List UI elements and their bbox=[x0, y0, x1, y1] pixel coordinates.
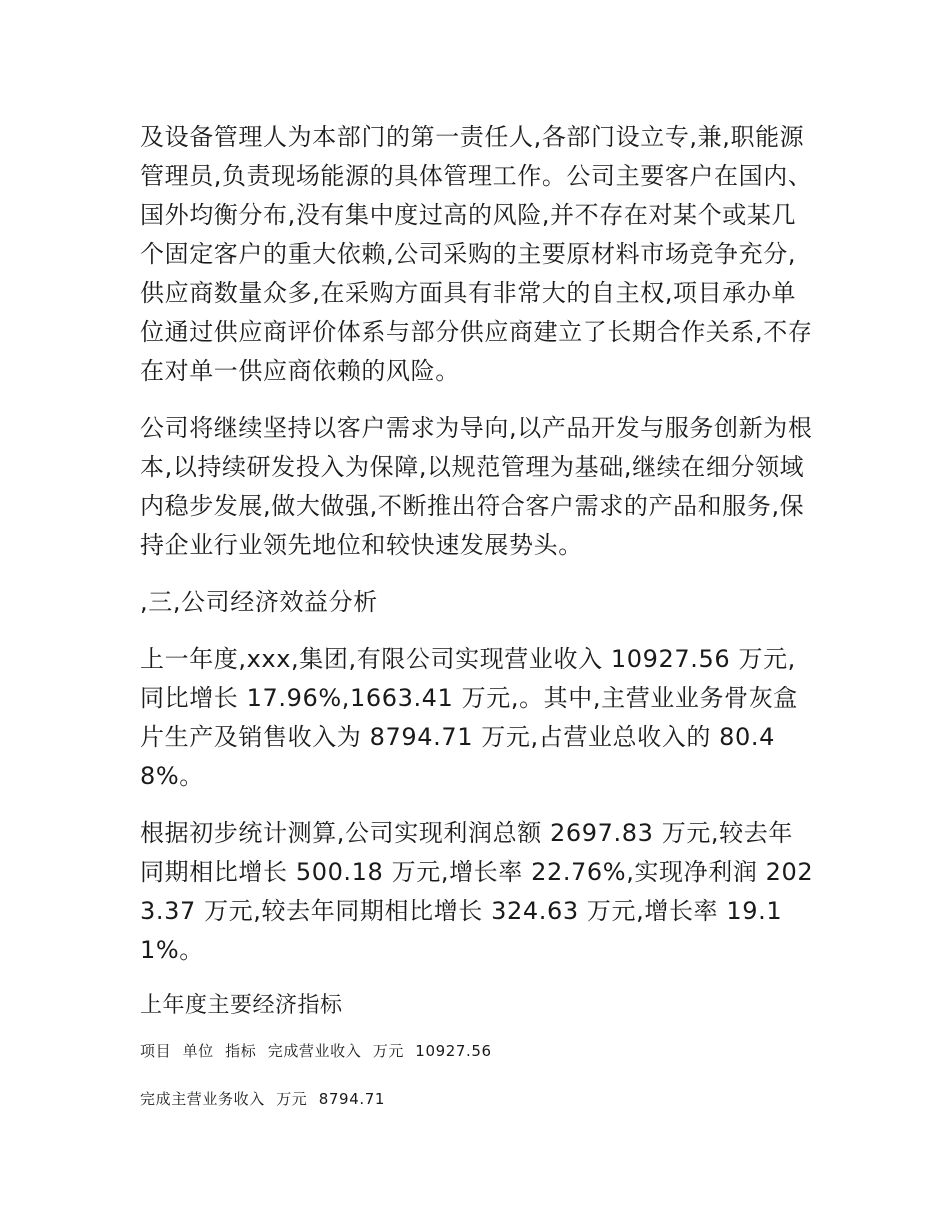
paragraph-revenue: 上一年度,xxx,集团,有限公司实现营业收入 10927.56 万元,同比增长 17.96%,1663.41 万元,。其中,主营业业务骨灰盒片生产及销售收入为 8794.71 万元,占营业总收入的 80.48%。 bbox=[140, 645, 798, 790]
paragraph-company-strategy: 公司将继续坚持以客户需求为导向,以产品开发与服务创新为根本,以持续研发投入为保障,以规范管理为基础,继续在细分领域内稳步发展,做大做强,不断推出符合客户需求的产品和服务,保持企业行业领先地位和较快速发展势头。 bbox=[140, 414, 813, 559]
table-cell-value: 8794.71 bbox=[318, 1090, 385, 1108]
table-title: 上年度主要经济指标 bbox=[140, 993, 343, 1018]
table-cell-unit: 万元 bbox=[276, 1090, 308, 1108]
paragraph-energy-management: 及设备管理人为本部门的第一责任人,各部门设立专,兼,职能源管理员,负责现场能源的具体管理工作。公司主要客户在国内、国外均衡分布,没有集中度过高的风险,并不存在对某个或某几个固定客户的重大依赖,公司采购的主要原材料市场竞争充分,供应商数量众多,在采购方面具有非常大的自主权,项目承办单位通过供应商评价体系与部分供应商建立了长期合作关系,不存在对单一供应商依赖的风险。 bbox=[140, 123, 813, 385]
section-heading: ,三,公司经济效益分析 bbox=[140, 588, 378, 616]
table-cell-item: 完成营业收入 bbox=[267, 1042, 362, 1060]
table-cell-value: 10927.56 bbox=[415, 1042, 492, 1060]
table-cell-unit: 万元 bbox=[372, 1042, 404, 1060]
table-row bbox=[140, 1088, 815, 1110]
document-body bbox=[140, 118, 815, 1136]
table-header-unit: 单位 bbox=[182, 1042, 214, 1060]
table-header-value: 指标 bbox=[225, 1042, 257, 1060]
paragraph-profit: 根据初步统计测算,公司实现利润总额 2697.83 万元,较去年同期相比增长 500.18 万元,增长率 22.76%,实现净利润 2023.37 万元,较去年同期相比增长 324.63 万元,增长率 19.11%。 bbox=[140, 819, 814, 964]
table-cell-item: 完成主营业务收入 bbox=[140, 1090, 265, 1108]
table-header-row bbox=[140, 1040, 815, 1062]
table-header-item: 项目 bbox=[140, 1042, 172, 1060]
